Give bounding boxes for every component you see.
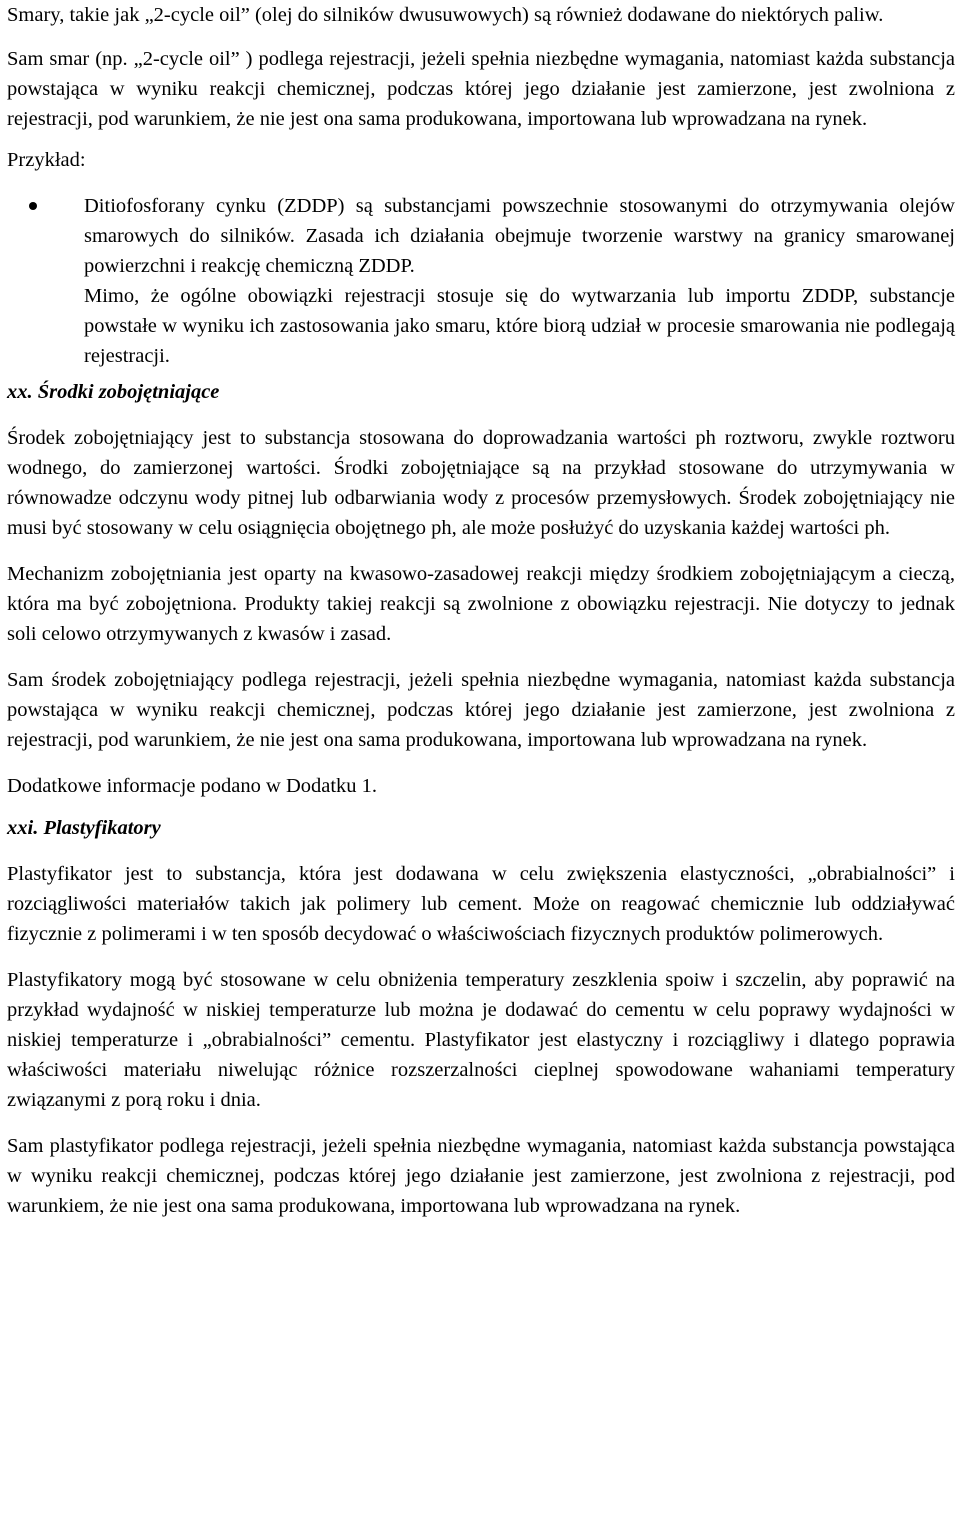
bullet-text-zddp-rejestracja: Mimo, że ogólne obowiązki rejestracji stosuje się do wytwarzania lub importu ZDDP, substancje powstałe w wyniku ich zastosowania jako smaru, które biorą udział w procesie smarowania nie podlegają rejestracji. xyxy=(84,285,955,367)
paragraph-srodek-rejestracja: Sam środek zobojętniający podlega rejestracji, jeżeli spełnia niezbędne wymagania, natomiast każda substancja powstająca w wyniku reakcji chemicznej, podczas której jego działanie jest zamierzone, jest zwolniona z rejestracji, pod warunkiem, że nie jest ona sama produkowana, importowana lub wprowadzana na rynek. xyxy=(7,669,955,751)
list-item xyxy=(84,191,955,371)
section-number: xxi. xyxy=(7,817,39,839)
paragraph-srodek-definicja: Środek zobojętniający jest to substancja stosowana do doprowadzania wartości ph roztworu, zwykle roztworu wodnego, do zamierzonej wartości. Środki zobojętniające są na przykład stosowane do utrzymywania w równowadze odczynu wody pitnej lub odbarwiania wody z procesów przemysłowych. Środek zobojętniający nie musi być stosowany w celu osiągnięcia obojętnego ph, ale może posłużyć do uzyskania każdej wartości ph. xyxy=(7,427,955,539)
section-heading-srodki-zobojetniajace xyxy=(7,377,955,407)
section-title: Środki zobojętniające xyxy=(37,381,220,403)
paragraph-plastyfikatory-zastosowanie: Plastyfikatory mogą być stosowane w celu obniżenia temperatury zeszklenia spoiw i szczelin, aby poprawić na przykład wydajność w niskiej temperaturze lub można je dodawać do cementu w celu poprawy wydajności w niskiej temperaturze i „obrabialności” cementu. Plastyfikator jest elastyczny i rozciągliwy i dlatego poprawia właściwości materiału niwelując różnice rozszerzalności cieplnej spowodowane wahaniami temperatury związanymi z porą roku i dnia. xyxy=(7,969,955,1111)
paragraph-smary-paliwa: Smary, takie jak „2-cycle oil” (olej do silników dwusuwowych) są również dodawane do niektórych paliw. xyxy=(7,4,884,26)
document-page xyxy=(7,0,955,1221)
paragraph-plastyfikator-definicja: Plastyfikator jest to substancja, która jest dodawana w celu zwiększenia elastyczności, „obrabialności” i rozciągliwości materiałów takich jak polimery lub cement. Może on reagować chemicznie lub oddziaływać fizycznie z polimerami i w ten sposób decydować o właściwościach fizycznych produktów polimerowych. xyxy=(7,863,955,945)
section-heading-plastyfikatory xyxy=(7,813,955,843)
bullet-text-zddp: Ditiofosforany cynku (ZDDP) są substancjami powszechnie stosowanymi do otrzymywania olejów smarowych do silników. Zasada ich działania obejmuje tworzenie warstwy na granicy smarowanej powierzchni i reakcję chemiczną ZDDP. xyxy=(84,195,955,277)
bullet-icon xyxy=(29,202,37,210)
example-label: Przykład: xyxy=(7,149,86,171)
paragraph-mechanizm: Mechanizm zobojętniania jest oparty na kwasowo-zasadowej reakcji między środkiem zobojętniającym a cieczą, która ma być zobojętniona. Produkty takiej reakcji są zwolnione z obowiązku rejestracji. Nie dotyczy to jednak soli celowo otrzymywanych z kwasów i zasad. xyxy=(7,563,955,645)
section-number: xx. xyxy=(7,381,33,403)
paragraph-smar-rejestracja: Sam smar (np. „2-cycle oil” ) podlega rejestracji, jeżeli spełnia niezbędne wymagania, natomiast każda substancja powstająca w wyniku reakcji chemicznej, podczas której jego działanie jest zamierzone, jest zwolniona z rejestracji, pod warunkiem, że nie jest ona sama produkowana, importowana lub wprowadzana na rynek. xyxy=(7,48,955,130)
example-bullet-list xyxy=(7,191,955,371)
paragraph-plastyfikator-rejestracja: Sam plastyfikator podlega rejestracji, jeżeli spełnia niezbędne wymagania, natomiast każda substancja powstająca w wyniku reakcji chemicznej, podczas której jego działanie jest zamierzone, jest zwolniona z rejestracji, pod warunkiem, że nie jest ona sama produkowana, importowana lub wprowadzana na rynek. xyxy=(7,1135,955,1217)
paragraph-dodatkowe-informacje: Dodatkowe informacje podano w Dodatku 1. xyxy=(7,775,378,797)
section-title: Plastyfikatory xyxy=(43,817,161,839)
